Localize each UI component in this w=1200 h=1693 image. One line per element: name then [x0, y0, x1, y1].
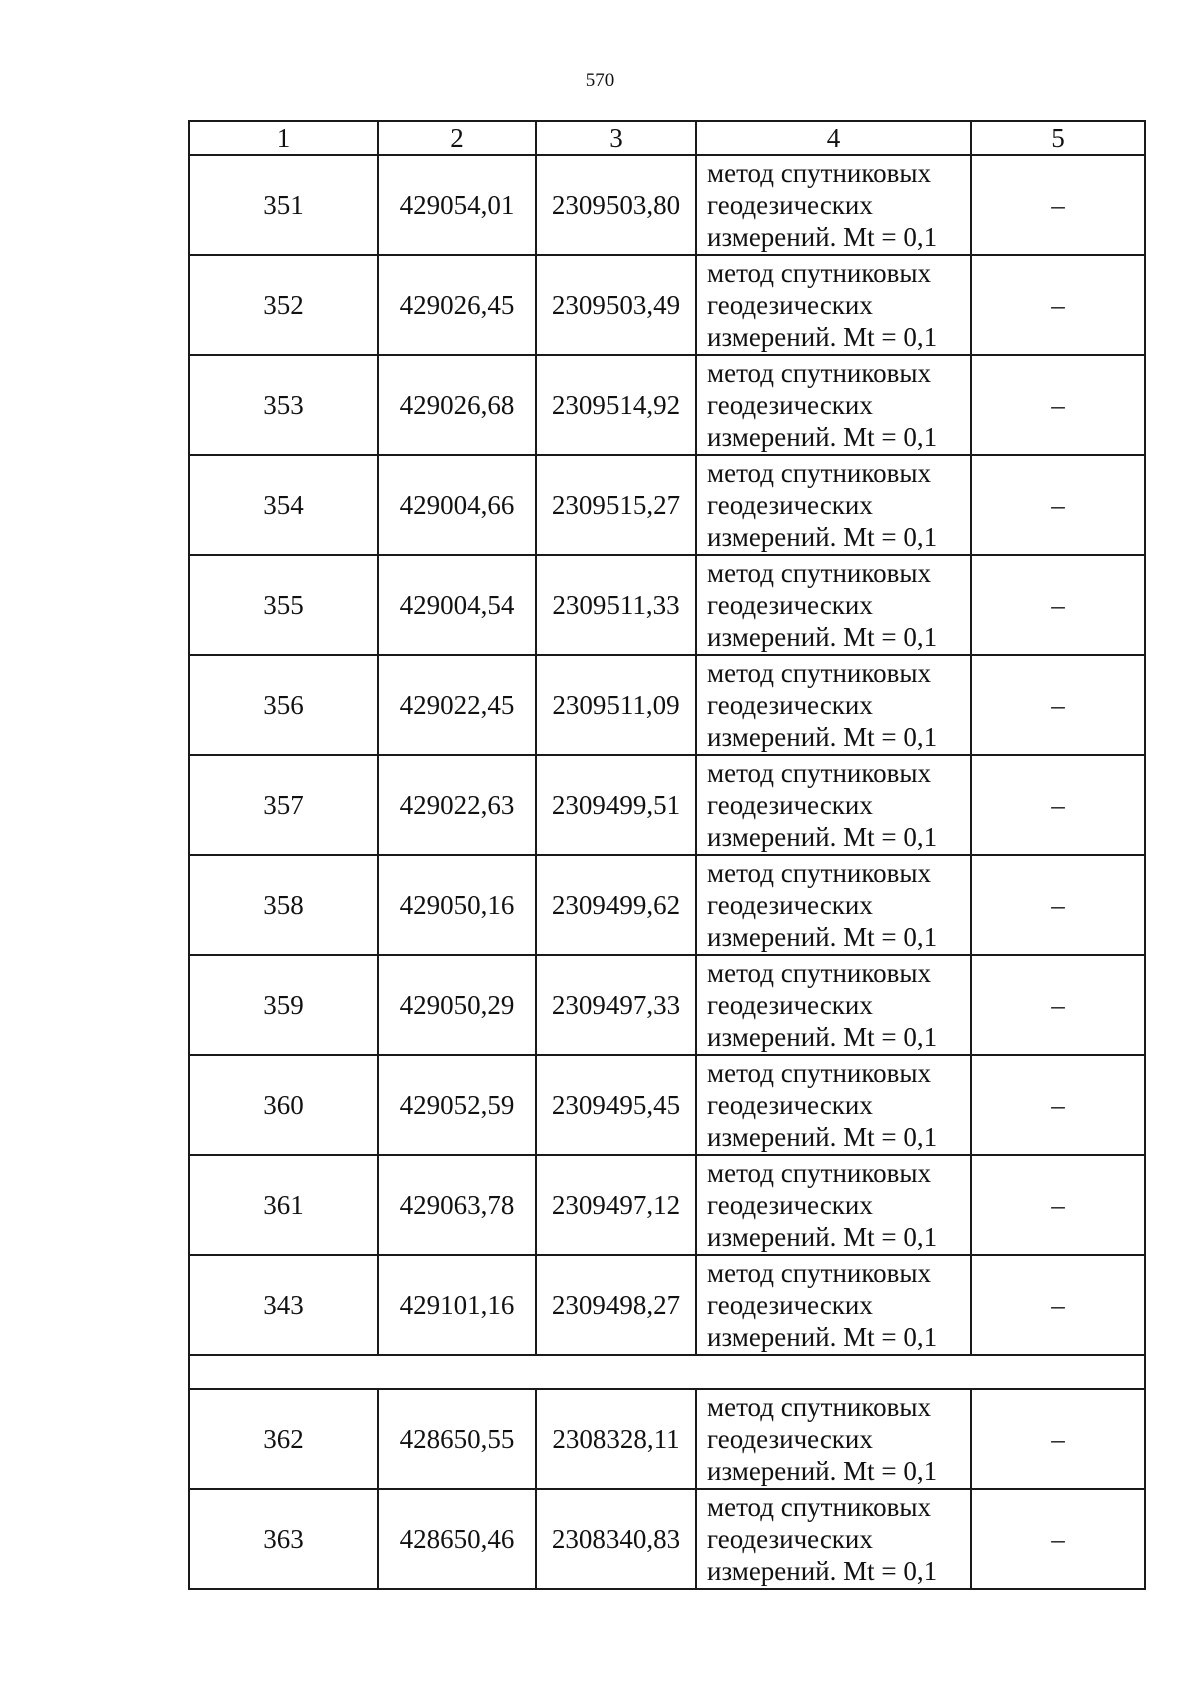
- note-cell: –: [971, 455, 1145, 555]
- method-line: геодезических: [707, 1090, 873, 1120]
- y-coordinate-cell: 2309498,27: [536, 1255, 696, 1355]
- x-coordinate-cell: 429050,29: [378, 955, 536, 1055]
- note-cell: –: [971, 855, 1145, 955]
- column-header-1: 1: [189, 121, 378, 155]
- x-coordinate-cell: 428650,46: [378, 1489, 536, 1589]
- y-coordinate-cell: 2309499,62: [536, 855, 696, 955]
- x-coordinate-cell: 429054,01: [378, 155, 536, 255]
- table-row: [189, 755, 1145, 855]
- method-line: геодезических: [707, 890, 873, 920]
- point-number-cell: 362: [189, 1389, 378, 1489]
- column-header-5: 5: [971, 121, 1145, 155]
- table-row: [189, 1055, 1145, 1155]
- method-line: метод спутниковых: [707, 358, 931, 388]
- table-row: [189, 855, 1145, 955]
- note-cell: –: [971, 555, 1145, 655]
- method-line: геодезических: [707, 790, 873, 820]
- point-number-cell: 355: [189, 555, 378, 655]
- point-number-cell: 351: [189, 155, 378, 255]
- method-line: геодезических: [707, 1290, 873, 1320]
- table-separator: [189, 1355, 1145, 1389]
- x-coordinate-cell: 429026,68: [378, 355, 536, 455]
- x-coordinate-cell: 429004,54: [378, 555, 536, 655]
- method-cell: [696, 655, 971, 755]
- table-row: [189, 1155, 1145, 1255]
- table-row: [189, 655, 1145, 755]
- method-line: метод спутниковых: [707, 458, 931, 488]
- method-line: геодезических: [707, 290, 873, 320]
- method-cell: [696, 1055, 971, 1155]
- method-line: измерений. Mt = 0,1: [707, 622, 938, 652]
- table-row: [189, 1489, 1145, 1589]
- method-line: метод спутниковых: [707, 258, 931, 288]
- x-coordinate-cell: 429004,66: [378, 455, 536, 555]
- point-number-cell: 361: [189, 1155, 378, 1255]
- separator-row: [189, 1355, 1145, 1389]
- point-number-cell: 352: [189, 255, 378, 355]
- y-coordinate-cell: 2309497,33: [536, 955, 696, 1055]
- method-cell: [696, 855, 971, 955]
- table-row: [189, 1255, 1145, 1355]
- table-row: [189, 255, 1145, 355]
- method-cell: [696, 455, 971, 555]
- table-row: [189, 155, 1145, 255]
- x-coordinate-cell: 429052,59: [378, 1055, 536, 1155]
- method-line: геодезических: [707, 1524, 873, 1554]
- method-line: геодезических: [707, 590, 873, 620]
- y-coordinate-cell: 2309503,49: [536, 255, 696, 355]
- point-number-cell: 354: [189, 455, 378, 555]
- method-line: геодезических: [707, 690, 873, 720]
- method-cell: [696, 255, 971, 355]
- point-number-cell: 359: [189, 955, 378, 1055]
- table-body-section-1: [189, 155, 1145, 1355]
- method-line: геодезических: [707, 1424, 873, 1454]
- table-body-section-2: [189, 1389, 1145, 1589]
- point-number-cell: 343: [189, 1255, 378, 1355]
- method-line: измерений. Mt = 0,1: [707, 1556, 938, 1586]
- method-line: метод спутниковых: [707, 558, 931, 588]
- y-coordinate-cell: 2308340,83: [536, 1489, 696, 1589]
- table-row: [189, 1389, 1145, 1489]
- method-line: измерений. Mt = 0,1: [707, 922, 938, 952]
- x-coordinate-cell: 429026,45: [378, 255, 536, 355]
- method-line: измерений. Mt = 0,1: [707, 1456, 938, 1486]
- y-coordinate-cell: 2309495,45: [536, 1055, 696, 1155]
- y-coordinate-cell: 2309503,80: [536, 155, 696, 255]
- column-header-2: 2: [378, 121, 536, 155]
- method-cell: [696, 955, 971, 1055]
- note-cell: –: [971, 1389, 1145, 1489]
- column-header-3: 3: [536, 121, 696, 155]
- method-line: измерений. Mt = 0,1: [707, 1222, 938, 1252]
- method-cell: [696, 755, 971, 855]
- method-line: измерений. Mt = 0,1: [707, 422, 938, 452]
- method-line: метод спутниковых: [707, 1158, 931, 1188]
- method-line: измерений. Mt = 0,1: [707, 1122, 938, 1152]
- note-cell: –: [971, 1155, 1145, 1255]
- method-cell: [696, 1489, 971, 1589]
- method-line: геодезических: [707, 190, 873, 220]
- method-line: метод спутниковых: [707, 158, 931, 188]
- method-line: геодезических: [707, 1190, 873, 1220]
- note-cell: –: [971, 655, 1145, 755]
- point-number-cell: 353: [189, 355, 378, 455]
- y-coordinate-cell: 2308328,11: [536, 1389, 696, 1489]
- method-line: измерений. Mt = 0,1: [707, 322, 938, 352]
- method-line: метод спутниковых: [707, 1058, 931, 1088]
- method-line: геодезических: [707, 990, 873, 1020]
- method-line: измерений. Mt = 0,1: [707, 522, 938, 552]
- note-cell: –: [971, 155, 1145, 255]
- method-line: метод спутниковых: [707, 1258, 931, 1288]
- note-cell: –: [971, 1255, 1145, 1355]
- table-row: [189, 955, 1145, 1055]
- method-cell: [696, 1389, 971, 1489]
- method-cell: [696, 155, 971, 255]
- note-cell: –: [971, 755, 1145, 855]
- method-line: геодезических: [707, 390, 873, 420]
- method-cell: [696, 555, 971, 655]
- method-line: метод спутниковых: [707, 758, 931, 788]
- method-line: метод спутниковых: [707, 858, 931, 888]
- method-line: метод спутниковых: [707, 958, 931, 988]
- y-coordinate-cell: 2309511,09: [536, 655, 696, 755]
- method-cell: [696, 1155, 971, 1255]
- y-coordinate-cell: 2309515,27: [536, 455, 696, 555]
- point-number-cell: 358: [189, 855, 378, 955]
- method-cell: [696, 1255, 971, 1355]
- separator-cell: [189, 1355, 1145, 1389]
- x-coordinate-cell: 428650,55: [378, 1389, 536, 1489]
- method-line: метод спутниковых: [707, 1392, 931, 1422]
- page-number: 570: [585, 70, 615, 91]
- method-line: измерений. Mt = 0,1: [707, 1022, 938, 1052]
- x-coordinate-cell: 429050,16: [378, 855, 536, 955]
- method-line: измерений. Mt = 0,1: [707, 222, 938, 252]
- note-cell: –: [971, 955, 1145, 1055]
- x-coordinate-cell: 429063,78: [378, 1155, 536, 1255]
- y-coordinate-cell: 2309514,92: [536, 355, 696, 455]
- note-cell: –: [971, 1489, 1145, 1589]
- point-number-cell: 363: [189, 1489, 378, 1589]
- coordinates-table: [188, 120, 1146, 1590]
- y-coordinate-cell: 2309511,33: [536, 555, 696, 655]
- note-cell: –: [971, 1055, 1145, 1155]
- table-row: [189, 555, 1145, 655]
- method-line: метод спутниковых: [707, 1492, 931, 1522]
- note-cell: –: [971, 355, 1145, 455]
- method-line: метод спутниковых: [707, 658, 931, 688]
- method-line: измерений. Mt = 0,1: [707, 1322, 938, 1352]
- method-line: измерений. Mt = 0,1: [707, 822, 938, 852]
- y-coordinate-cell: 2309499,51: [536, 755, 696, 855]
- x-coordinate-cell: 429101,16: [378, 1255, 536, 1355]
- column-header-4: 4: [696, 121, 971, 155]
- point-number-cell: 357: [189, 755, 378, 855]
- x-coordinate-cell: 429022,45: [378, 655, 536, 755]
- table-header-row: [189, 121, 1145, 155]
- point-number-cell: 360: [189, 1055, 378, 1155]
- method-line: геодезических: [707, 490, 873, 520]
- table-row: [189, 355, 1145, 455]
- x-coordinate-cell: 429022,63: [378, 755, 536, 855]
- y-coordinate-cell: 2309497,12: [536, 1155, 696, 1255]
- method-cell: [696, 355, 971, 455]
- point-number-cell: 356: [189, 655, 378, 755]
- method-line: измерений. Mt = 0,1: [707, 722, 938, 752]
- table-row: [189, 455, 1145, 555]
- note-cell: –: [971, 255, 1145, 355]
